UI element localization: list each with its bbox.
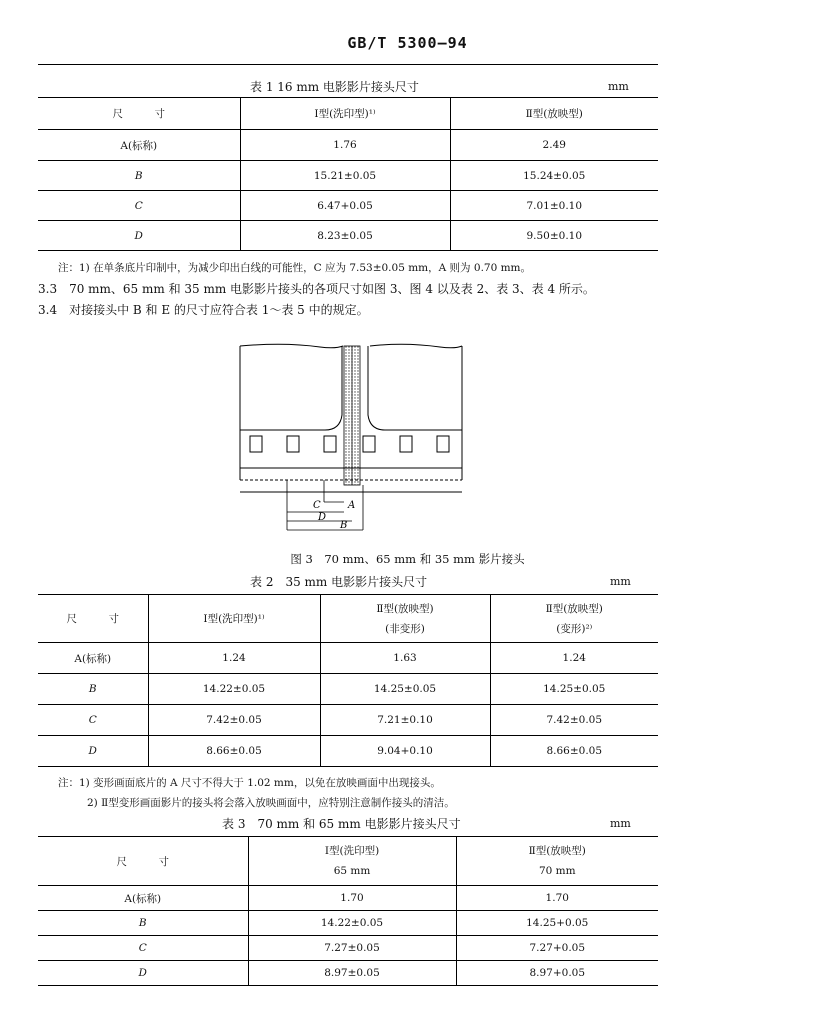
- table2-cell: C: [38, 705, 148, 736]
- table2-cell: 8.66±0.05: [490, 736, 658, 767]
- paragraph-3-3: 3.3 70 mm、65 mm 和 35 mm 电影影片接头的各项尺寸如图 3、图 4 以及表 2、表 3、表 4 所示。: [38, 282, 595, 296]
- table1-caption: 表 1 16 mm 电影影片接头尺寸: [250, 80, 419, 94]
- table1-cell: D: [38, 221, 240, 251]
- table2-cell: 7.21±0.10: [320, 705, 490, 736]
- dim-label-b: B: [340, 520, 348, 531]
- paragraph-3-4: 3.4 对接接头中 B 和 E 的尺寸应符合表 1～表 5 中的规定。: [38, 303, 369, 317]
- perforation: [324, 436, 336, 452]
- perforation: [363, 436, 375, 452]
- table1-cell: 7.01±0.10: [450, 191, 658, 221]
- table2-cell: A(标称): [38, 643, 148, 674]
- table3-header: 尺 寸: [38, 837, 248, 886]
- table2-header: Ⅱ型(放映型) (变形)²⁾: [490, 595, 658, 643]
- table2-header: Ⅰ型(洗印型)¹⁾: [148, 595, 320, 643]
- table1-cell: 6.47+0.05: [240, 191, 450, 221]
- table1-note: 注：1) 在单条底片印制中，为减少印出白线的可能性，C 应为 7.53±0.05 mm，A 则为 0.70 mm。: [58, 262, 532, 274]
- table1-cell: A(标称): [38, 130, 240, 161]
- table1-cell: 9.50±0.10: [450, 221, 658, 251]
- table1-cell: 15.21±0.05: [240, 161, 450, 191]
- perforation: [287, 436, 299, 452]
- table2-cell: 7.42±0.05: [490, 705, 658, 736]
- table2-note: 2) Ⅱ型变形画面影片的接头将会落入放映画面中，应特别注意制作接头的清洁。: [87, 797, 455, 809]
- table2-cell: 9.04+0.10: [320, 736, 490, 767]
- header-rule: [38, 64, 658, 65]
- table3-cell: B: [38, 911, 248, 936]
- table3-cell: 7.27+0.05: [456, 936, 658, 961]
- table1-cell: 2.49: [450, 130, 658, 161]
- dim-label-d: D: [318, 512, 327, 523]
- perforation: [437, 436, 449, 452]
- table2-note: 注：1) 变形画面底片的 A 尺寸不得大于 1.02 mm，以免在放映画面中出现接头。: [58, 777, 441, 789]
- table2-header: Ⅱ型(放映型) (非变形): [320, 595, 490, 643]
- table3-cell: D: [38, 961, 248, 986]
- table3-header: Ⅰ型(洗印型) 65 mm: [248, 837, 456, 886]
- table1-header: Ⅰ型(洗印型)¹⁾: [240, 98, 450, 130]
- table2-cell: 1.63: [320, 643, 490, 674]
- table1-cell: 1.76: [240, 130, 450, 161]
- table2: [38, 594, 658, 767]
- table3-cell: 8.97±0.05: [248, 961, 456, 986]
- table3-cell: 8.97+0.05: [456, 961, 658, 986]
- table2-cell: 1.24: [148, 643, 320, 674]
- page-header: GB/T 5300—94: [347, 34, 468, 52]
- table3-unit: mm: [610, 817, 631, 830]
- table2-cell: 14.25±0.05: [490, 674, 658, 705]
- table2-cell: B: [38, 674, 148, 705]
- table1-cell: B: [38, 161, 240, 191]
- table3-caption: 表 3 70 mm 和 65 mm 电影影片接头尺寸: [222, 817, 461, 831]
- table2-cell: 14.22±0.05: [148, 674, 320, 705]
- perforation: [250, 436, 262, 452]
- table3-cell: 1.70: [456, 886, 658, 911]
- table1-unit: mm: [608, 80, 629, 93]
- table2-unit: mm: [610, 575, 631, 588]
- table2-cell: 1.24: [490, 643, 658, 674]
- table3-cell: C: [38, 936, 248, 961]
- table2-cell: D: [38, 736, 148, 767]
- dim-label-c: C: [313, 500, 321, 511]
- figure-caption: 图 3 70 mm、65 mm 和 35 mm 影片接头: [290, 552, 525, 566]
- table1: [38, 97, 658, 251]
- table2-header: 尺 寸: [38, 595, 148, 643]
- table3-cell: 14.22±0.05: [248, 911, 456, 936]
- table1-cell: 8.23±0.05: [240, 221, 450, 251]
- table3-cell: 14.25+0.05: [456, 911, 658, 936]
- table2-cell: 7.42±0.05: [148, 705, 320, 736]
- table3-header: Ⅱ型(放映型) 70 mm: [456, 837, 658, 886]
- perforation: [400, 436, 412, 452]
- table1-cell: C: [38, 191, 240, 221]
- table3-cell: 7.27±0.05: [248, 936, 456, 961]
- table3-cell: 1.70: [248, 886, 456, 911]
- splice-figure: [225, 340, 475, 540]
- table3: [38, 836, 658, 986]
- table1-header: Ⅱ型(放映型): [450, 98, 658, 130]
- dim-label-a: A: [348, 500, 356, 511]
- table2-cell: 8.66±0.05: [148, 736, 320, 767]
- table1-header: 尺 寸: [38, 98, 240, 130]
- table2-caption: 表 2 35 mm 电影影片接头尺寸: [250, 575, 428, 589]
- table3-cell: A(标称): [38, 886, 248, 911]
- table1-cell: 15.24±0.05: [450, 161, 658, 191]
- table2-cell: 14.25±0.05: [320, 674, 490, 705]
